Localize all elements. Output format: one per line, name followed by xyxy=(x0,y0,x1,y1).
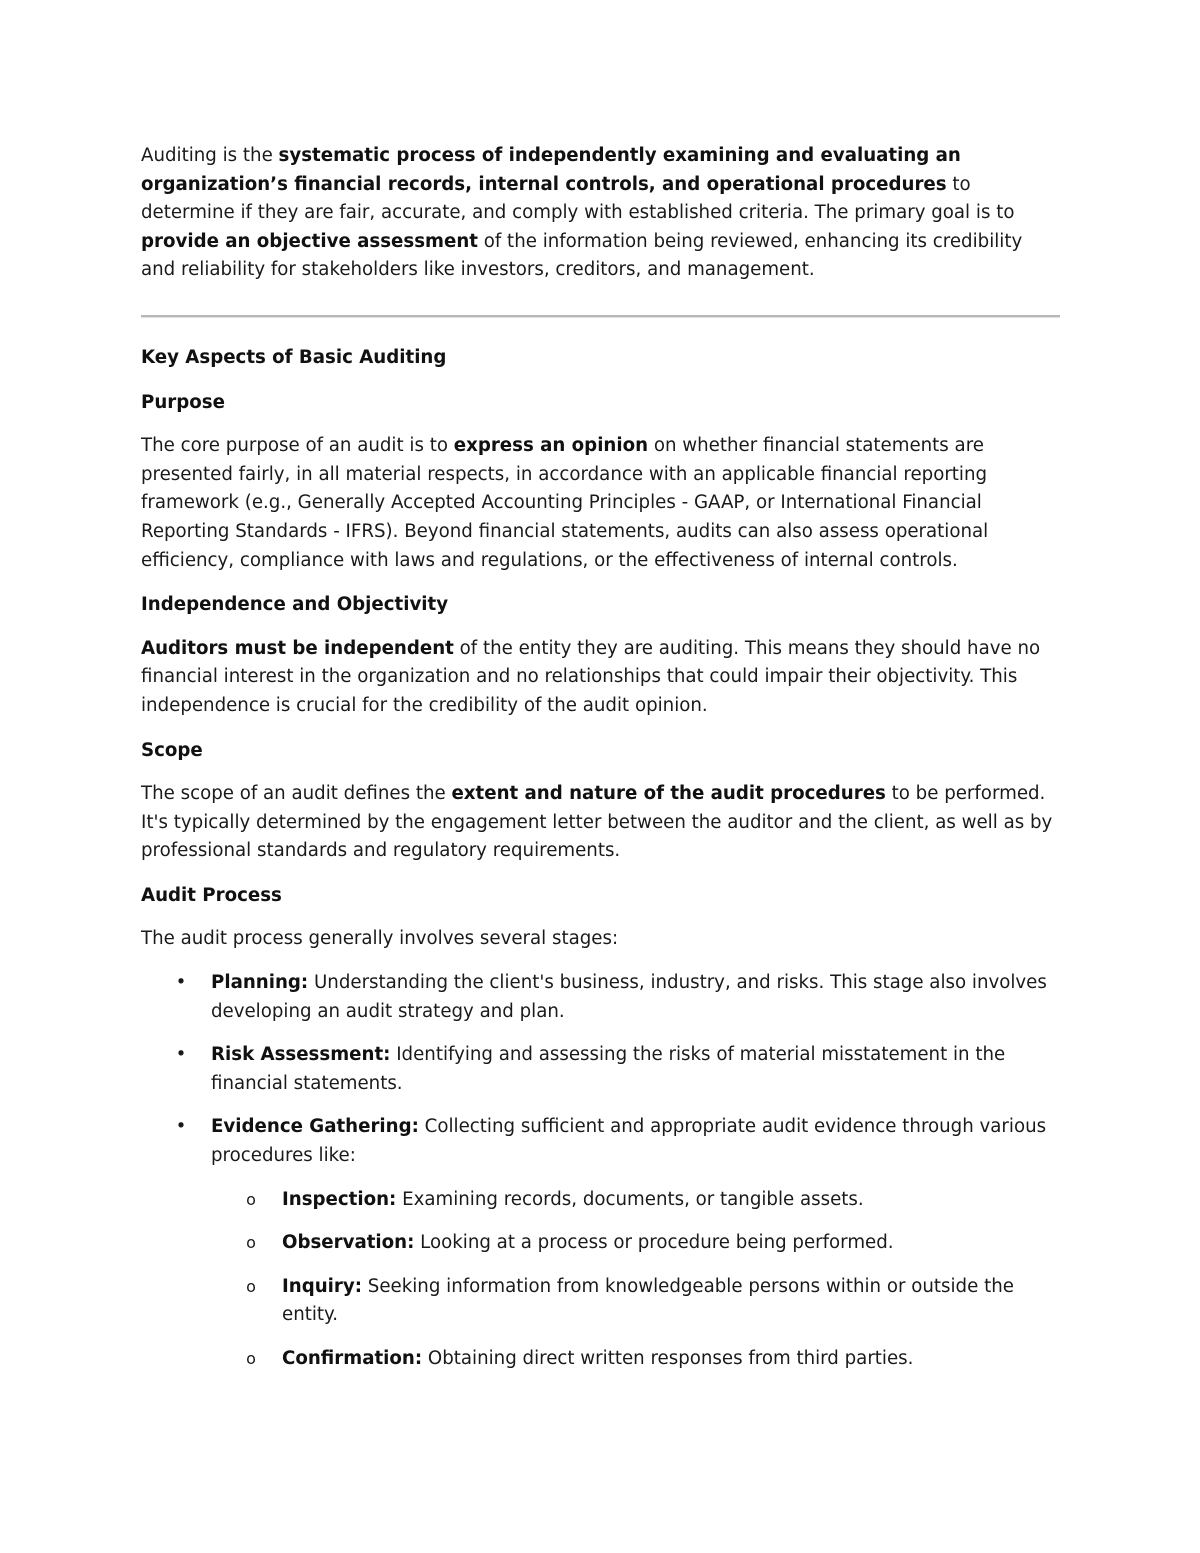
purpose-text: on whether financial statements are presented fairly, in all material respects, in accordance with an applicable financial reporting framework (e.g., Generally Accepted Accounting Principles - GAAP, or International Financial Reporting Standards - IFRS). Beyond financial statements, audits can also assess operational efficiency, compliance with laws and regulations, or the effectiveness of internal controls. xyxy=(141,435,989,571)
purpose-paragraph xyxy=(141,432,1060,575)
scope-bold: extent and nature of the audit procedures xyxy=(451,783,886,805)
intro-text: of the information being reviewed, enhancing its credibility and reliability for stakeholders like investors, creditors, and management. xyxy=(141,230,1023,281)
section-heading-audit-process: Audit Process xyxy=(141,884,282,906)
process-stage-list xyxy=(141,969,1060,1374)
circle-bullet-icon: o xyxy=(246,1189,256,1209)
intro-text: to determine if they are fair, accurate, and comply with established criteria. The primary goal is to xyxy=(141,173,1015,224)
independence-text: of the entity they are auditing. This means they should have no financial interest in the organization and no relationships that could impair their objectivity. This independence is crucial for the credibility of the audit opinion. xyxy=(141,637,1041,716)
section-heading-purpose: Purpose xyxy=(141,391,225,413)
process-intro: The audit process generally involves several stages: xyxy=(141,928,619,950)
list-item xyxy=(141,1113,1060,1373)
list-item-text: Identifying and assessing the risks of material misstatement in the financial statements. xyxy=(211,1044,1006,1094)
intro-bold-definition: systematic process of independently examining and evaluating an organization’s financial records, internal controls, and operational procedures xyxy=(141,145,961,195)
circle-bullet-icon: o xyxy=(246,1276,256,1296)
sub-list-item xyxy=(141,1186,1060,1215)
list-item-text: Collecting sufficient and appropriate audit evidence through various procedures like: xyxy=(211,1116,1047,1167)
list-item xyxy=(141,1041,1060,1098)
intro-bold-goal: provide an objective assessment xyxy=(141,230,478,252)
sub-list-item-text: Looking at a process or procedure being performed. xyxy=(414,1232,894,1254)
bullet-icon: • xyxy=(175,1116,187,1138)
independence-bold: Auditors must be independent xyxy=(141,637,454,659)
list-item-label: Planning: xyxy=(211,972,309,994)
sub-list-item-text: Examining records, documents, or tangible assets. xyxy=(396,1188,864,1210)
list-item-text: Understanding the client's business, industry, and risks. This stage also involves developing an audit strategy and plan. xyxy=(211,972,1047,1022)
sub-list-item xyxy=(141,1229,1060,1258)
scope-text: to be performed. It's typically determined by the engagement letter between the auditor and the client, as well as by professional standards and regulatory requirements. xyxy=(141,783,1053,862)
list-item xyxy=(141,969,1060,1026)
section-heading-independence: Independence and Objectivity xyxy=(141,594,449,616)
purpose-text: The core purpose of an audit is to xyxy=(141,435,454,457)
sub-list-item-label: Inspection: xyxy=(282,1188,397,1210)
sub-list-item xyxy=(141,1345,1060,1374)
purpose-bold: express an opinion xyxy=(453,435,649,457)
independence-paragraph xyxy=(141,635,1060,721)
list-item-label: Evidence Gathering: xyxy=(211,1116,419,1138)
sub-list-item-text: Seeking information from knowledgeable persons within or outside the entity. xyxy=(282,1275,1014,1326)
scope-text: The scope of an audit defines the xyxy=(141,783,452,805)
bullet-icon: • xyxy=(175,972,187,994)
sub-list-item-label: Confirmation: xyxy=(282,1348,423,1369)
evidence-procedure-list xyxy=(211,1186,1060,1374)
sub-list-item-label: Inquiry: xyxy=(282,1275,363,1297)
intro-paragraph xyxy=(141,142,1060,285)
list-item-label: Risk Assessment: xyxy=(211,1044,391,1066)
section-heading-key-aspects: Key Aspects of Basic Auditing xyxy=(141,346,447,368)
horizontal-divider xyxy=(141,315,1060,318)
section-heading-scope: Scope xyxy=(141,739,203,761)
circle-bullet-icon: o xyxy=(246,1349,256,1368)
intro-text: Auditing is the xyxy=(141,145,279,166)
sub-list-item-text: Obtaining direct written responses from third parties. xyxy=(422,1348,914,1369)
bullet-icon: • xyxy=(175,1044,187,1066)
scope-paragraph xyxy=(141,780,1060,866)
sub-list-item xyxy=(141,1273,1060,1330)
circle-bullet-icon: o xyxy=(246,1233,256,1253)
sub-list-item-label: Observation: xyxy=(282,1232,415,1254)
